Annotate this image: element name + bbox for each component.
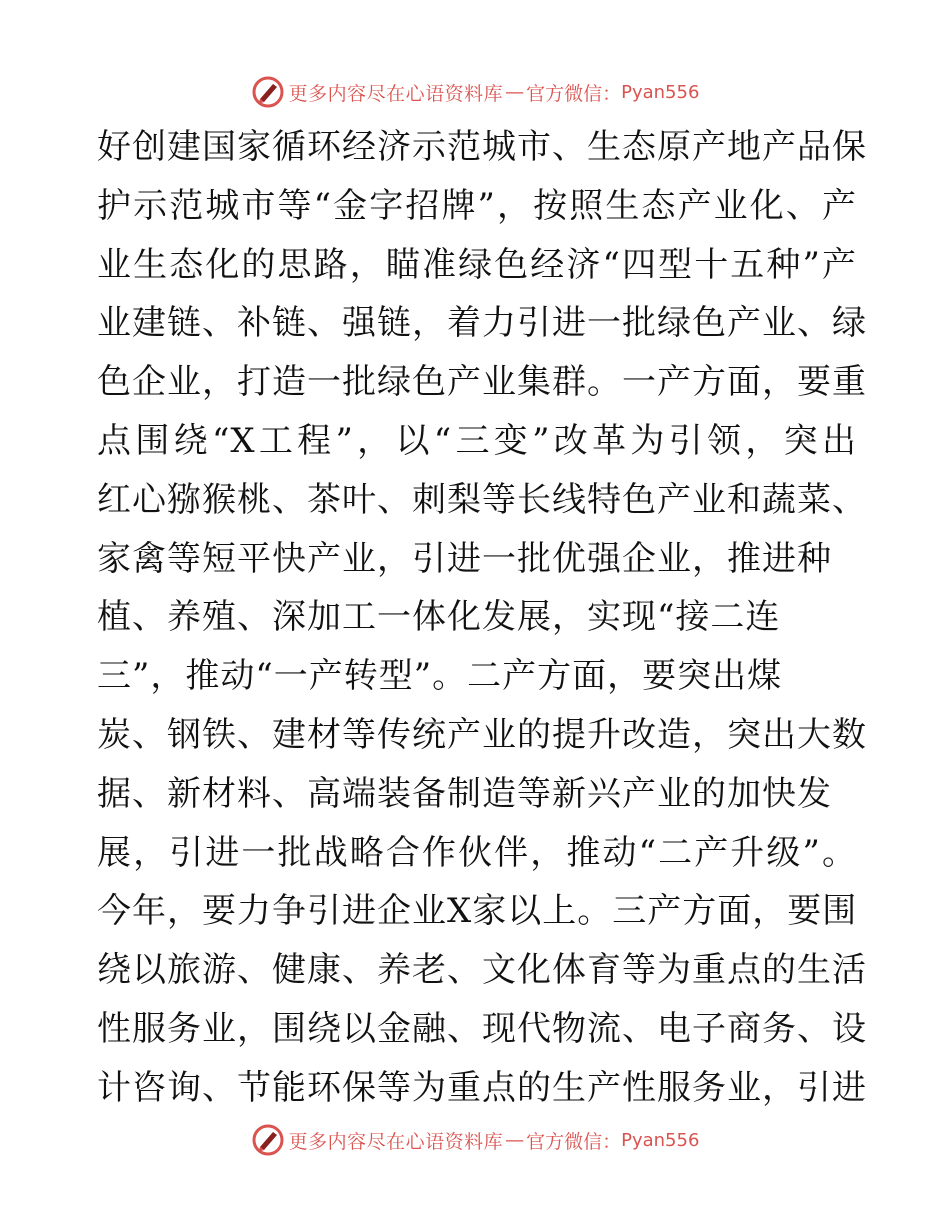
pen-seal-icon (251, 1123, 285, 1157)
body-line: 业生态化的思路，瞄准绿色经济“四型十五种”产 (97, 244, 857, 285)
watermark-wechat-label: 官方微信： (526, 82, 622, 105)
watermark-dash: — (505, 81, 525, 103)
watermark-main-text: 更多内容尽在心语资料库 (288, 82, 504, 105)
body-line: 绕以旅游、健康、养老、文化体育等为重点的生活 (97, 950, 867, 991)
watermark-dash: — (505, 1129, 525, 1151)
body-line: 色企业，打造一批绿色产业集群。一产方面，要重 (97, 362, 867, 403)
body-line: 展，引进一批战略合作伙伴，推动“二产升级”。 (97, 832, 857, 873)
body-line: 植、养殖、深加工一体化发展，实现“接二连 (97, 597, 781, 638)
body-line: 好创建国家循环经济示范城市、生态原产地产品保 (97, 127, 867, 167)
watermark-wechat-label: 官方微信： (526, 1130, 622, 1153)
body-line: 据、新材料、高端装备制造等新兴产业的加快发 (97, 773, 832, 814)
document-body (97, 118, 867, 1118)
body-line: 炭、钢铁、建材等传统产业的提升改造，突出大数 (97, 714, 867, 755)
body-line: 性服务业，围绕以金融、现代物流、电子商务、设 (97, 1008, 867, 1049)
watermark-footer (0, 1120, 950, 1160)
body-line: 家禽等短平快产业，引进一批优强企业，推进种 (97, 538, 832, 579)
body-line: 红心猕猴桃、茶叶、刺梨等长线特色产业和蔬菜、 (97, 479, 867, 520)
body-line: 点围绕“X工程”，以“三变”改革为引领，突出 (97, 420, 857, 461)
body-line: 三”，推动“一产转型”。二产方面，要突出煤 (97, 656, 783, 697)
watermark-wechat-id: Pyan556 (621, 81, 700, 103)
body-line: 今年，要力争引进企业X家以上。三产方面，要围 (97, 891, 858, 932)
watermark-main-text: 更多内容尽在心语资料库 (288, 1130, 504, 1153)
pen-seal-icon (251, 75, 285, 109)
body-line: 护示范城市等“金字招牌”，按照生态产业化、产 (97, 185, 857, 226)
body-line: 计咨询、节能环保等为重点的生产性服务业，引进 (97, 1067, 867, 1108)
watermark-wechat-id: Pyan556 (621, 1129, 700, 1151)
watermark-header (0, 72, 950, 112)
body-line: 业建链、补链、强链，着力引进一批绿色产业、绿 (97, 303, 867, 344)
